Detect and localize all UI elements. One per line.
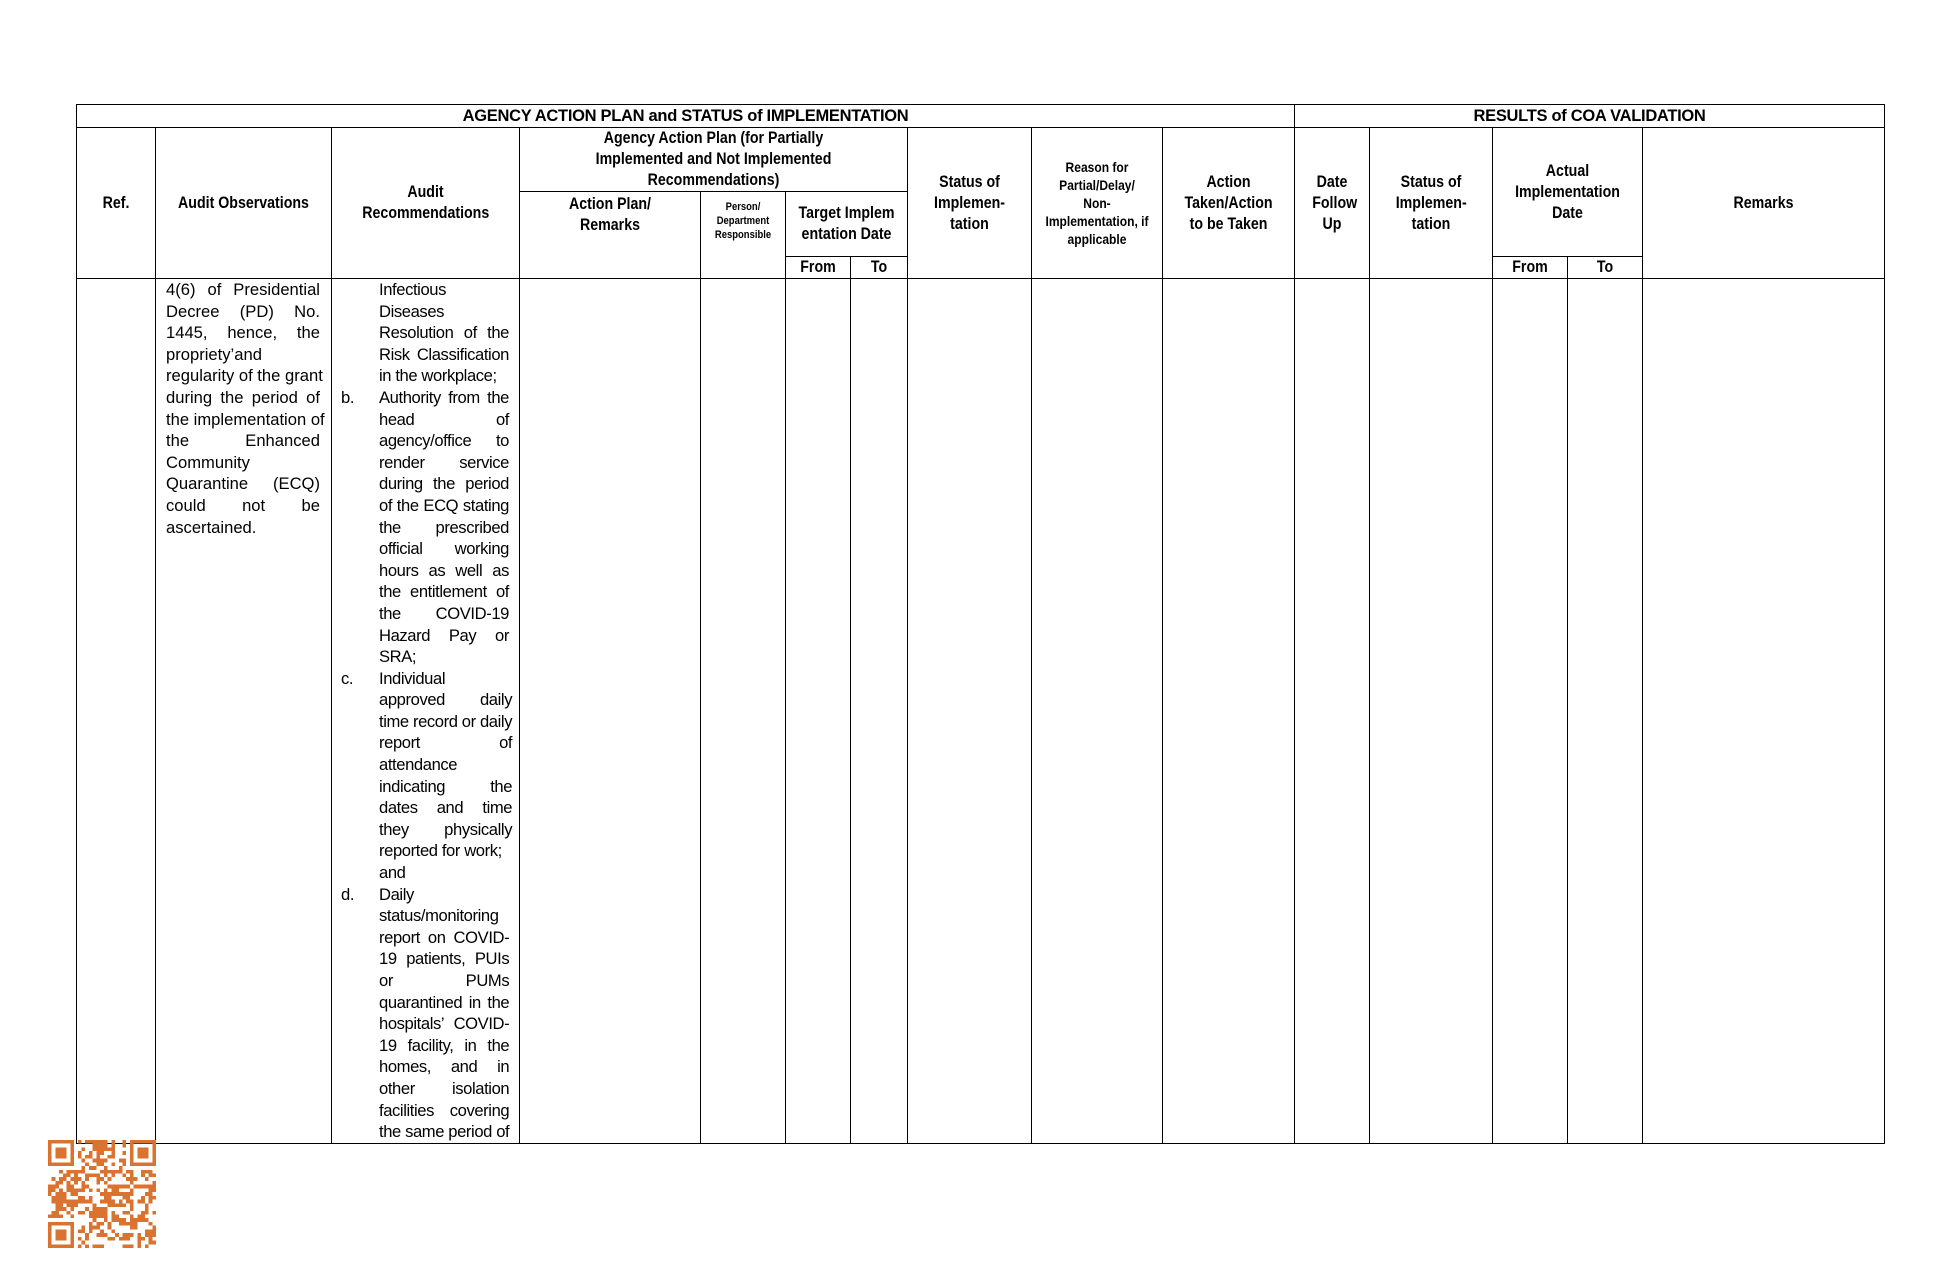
recommendation-line: Infectious (379, 280, 447, 299)
recommendation-line: facilities covering (379, 1100, 510, 1120)
recommendation-line: agency/office to (379, 431, 509, 451)
recommendation-text (379, 279, 509, 387)
header-audit-recommendations: Audit Recommendations (332, 128, 520, 279)
cell-status-of-implementation (908, 279, 1032, 1144)
observation-line: the implementation of (166, 409, 325, 429)
header-coa-status-of-implementation: Status of Implemen- tation (1370, 128, 1493, 279)
recommendation-line: the prescribed (379, 517, 509, 537)
recommendation-line: Daily (379, 884, 414, 904)
recommendation-text (379, 668, 512, 884)
observation-line: propriety’and (166, 344, 262, 364)
recommendation-line: report on COVID- (379, 927, 510, 947)
audit-report-table (76, 104, 1885, 1144)
recommendation-item (341, 387, 509, 668)
header-ref: Ref. (77, 128, 156, 279)
recommendation-line: indicating the (379, 776, 513, 796)
recommendation-line: SRA; (379, 647, 417, 667)
cell-audit-recommendations (332, 279, 520, 1144)
recommendation-line: Resolution of the (379, 323, 509, 343)
recommendation-line: status/monitoring (379, 906, 499, 926)
cell-actual-to (1568, 279, 1643, 1144)
header-actual-implementation-date: Actual Implementation Date (1493, 128, 1643, 257)
recommendation-line: Authority from the (379, 387, 509, 407)
observation-line: regularity of the grant (166, 366, 323, 386)
recommendation-line: or PUMs (379, 971, 510, 990)
recommendation-marker: d. (341, 884, 355, 904)
header-reason-for-delay: Reason for Partial/Delay/ Non- Implementation, if applicable (1032, 128, 1163, 279)
observation-line: ascertained. (166, 517, 257, 537)
cell-ref (77, 279, 156, 1144)
cell-remarks (1643, 279, 1885, 1144)
observation-line: 4(6) of Presidential (166, 280, 320, 299)
recommendation-line: quarantined in the (379, 992, 510, 1012)
recommendation-line: hours as well as (379, 560, 509, 580)
header-status-of-implementation: Status of Implemen- tation (908, 128, 1032, 279)
cell-coa-status (1370, 279, 1493, 1144)
header-target-implementation-date: Target Implementation Date (786, 192, 908, 257)
observation-line: the Enhanced (166, 431, 320, 451)
recommendation-line: and (379, 863, 406, 883)
recommendation-line: attendance (379, 755, 458, 775)
observation-text (166, 279, 325, 538)
recommendation-line: the COVID-19 (379, 603, 509, 623)
recommendation-line: official working (379, 539, 509, 559)
recommendation-item (341, 668, 513, 884)
recommendation-line: Hazard Pay or (379, 625, 509, 645)
recommendation-item (341, 279, 509, 387)
recommendation-line: in the workplace; (379, 366, 497, 386)
recommendation-line: hospitals’ COVID- (379, 1014, 510, 1034)
cell-action-taken (1163, 279, 1295, 1144)
header-actual-from: From (1493, 257, 1568, 279)
cell-action-plan-remarks (520, 279, 701, 1144)
recommendation-marker: c. (341, 668, 354, 688)
recommendation-line: 19 patients, PUIs (379, 949, 510, 969)
header-action-plan-remarks: Action Plan/ Remarks (520, 192, 701, 279)
recommendation-line: the entitlement of (379, 582, 509, 602)
header-target-to: To (851, 257, 908, 279)
observation-line: 1445, hence, the (166, 323, 320, 343)
recommendation-line: homes, and in (379, 1057, 510, 1077)
caption-agency-action-plan: AGENCY ACTION PLAN and STATUS of IMPLEMENTATION (77, 105, 1295, 128)
caption-coa-validation: RESULTS of COA VALIDATION (1295, 105, 1885, 128)
header-remarks: Remarks (1643, 128, 1885, 279)
recommendation-line: report of (379, 733, 513, 753)
header-actual-to: To (1568, 257, 1643, 279)
header-action-taken: Action Taken/Action to be Taken (1163, 128, 1295, 279)
recommendation-marker (341, 279, 379, 387)
recommendation-line: reported for work; (379, 841, 502, 861)
cell-actual-from (1493, 279, 1568, 1144)
cell-person-responsible (701, 279, 786, 1144)
cell-target-to (851, 279, 908, 1144)
recommendation-list (341, 279, 513, 1143)
header-person-responsible: Person/ Department Responsible (701, 192, 786, 279)
observation-line: Decree (PD) No. (166, 301, 320, 321)
header-date-follow-up: Date Follow Up (1295, 128, 1370, 279)
observation-line: Quarantine (ECQ) (166, 474, 320, 494)
recommendation-item (341, 884, 509, 1143)
cell-target-from (786, 279, 851, 1144)
cell-reason (1032, 279, 1163, 1144)
cell-audit-observation (156, 279, 332, 1144)
recommendation-line: dates and time (379, 798, 513, 818)
recommendation-line: the same period of (379, 1122, 510, 1142)
recommendation-line: during the period (379, 474, 509, 494)
recommendation-line: Diseases (379, 301, 445, 321)
recommendation-line: head of (379, 409, 509, 429)
recommendation-marker: b. (341, 387, 355, 407)
recommendation-line: of the ECQ stating (379, 495, 509, 515)
recommendation-line: Risk Classification (379, 344, 509, 364)
observation-line: Community (166, 452, 250, 472)
recommendation-text (379, 387, 509, 668)
header-agency-action-plan: Agency Action Plan (for Partially Implemented and Not Implemented Recommendations) (520, 128, 908, 192)
recommendation-line: they physically (379, 819, 513, 839)
header-audit-observations: Audit Observations (156, 128, 332, 279)
recommendation-line: 19 facility, in the (379, 1035, 510, 1055)
observation-line: during the period of (166, 387, 320, 407)
qr-code-icon (48, 1140, 156, 1248)
observation-line: could not be (166, 495, 320, 515)
recommendation-line: Individual (379, 668, 446, 688)
recommendation-line: other isolation (379, 1078, 510, 1098)
recommendation-line: render service (379, 452, 509, 472)
recommendation-line: approved daily (379, 690, 513, 710)
recommendation-line: time record or daily (379, 711, 513, 731)
header-target-from: From (786, 257, 851, 279)
cell-date-follow-up (1295, 279, 1370, 1144)
recommendation-text (379, 884, 509, 1143)
